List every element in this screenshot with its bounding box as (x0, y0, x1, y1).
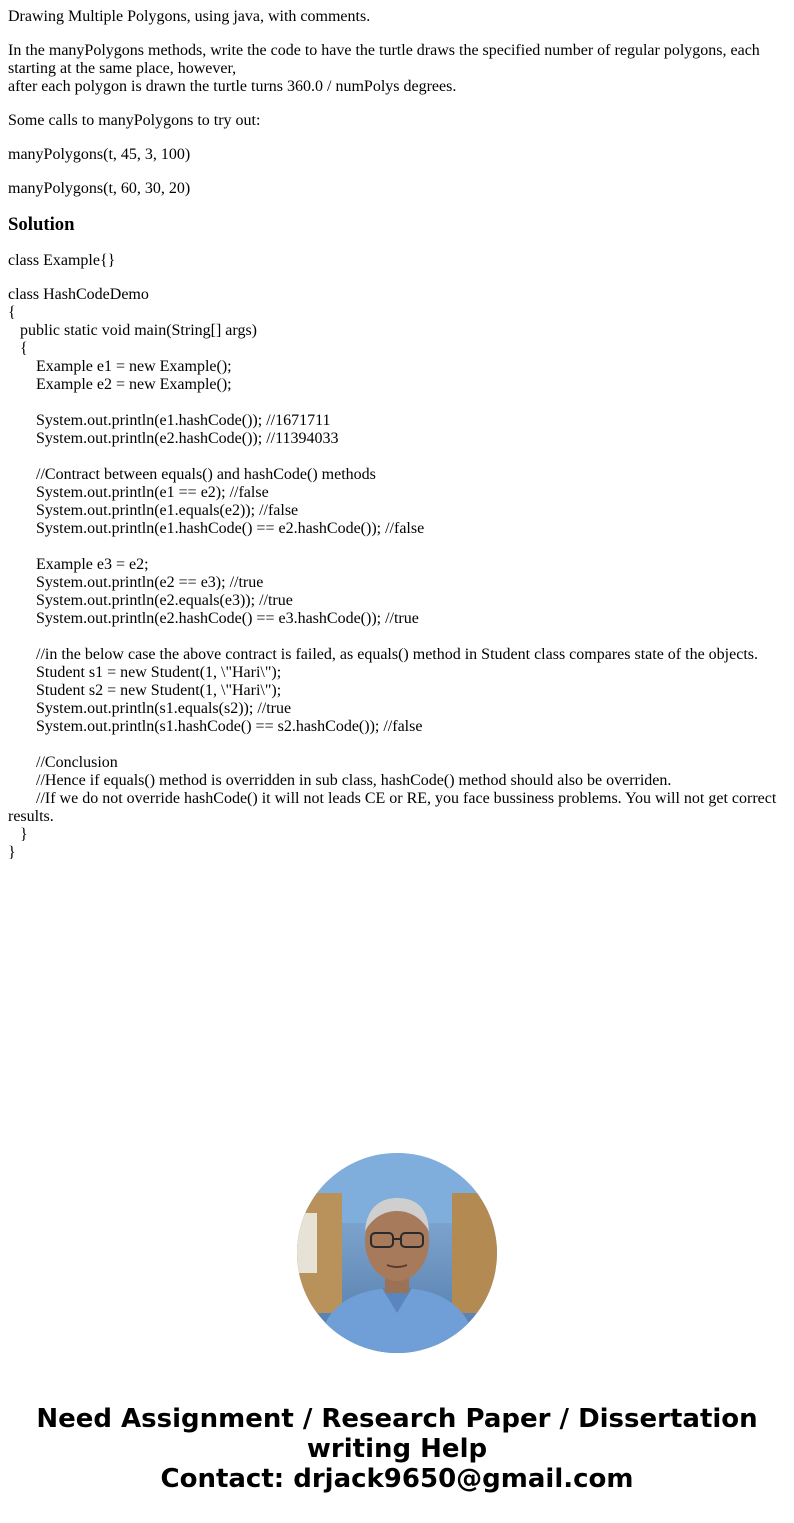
code-line: } (8, 826, 28, 843)
code-line: public static void main(String[] args) (8, 322, 257, 339)
code-line: //Contract between equals() and hashCode() methods (8, 466, 376, 483)
promo-line-1: Need Assignment / Research Paper / Dissertation (36, 1404, 758, 1434)
code-line (8, 628, 786, 646)
code-block-hashcode-demo (8, 286, 786, 862)
solution-heading: Solution (8, 214, 75, 235)
code-line: class Example{} (8, 252, 116, 269)
code-line: Example e1 = new Example(); (8, 358, 232, 375)
example-call-1: manyPolygons(t, 45, 3, 100) (8, 146, 191, 163)
person-photo-icon (297, 1153, 497, 1353)
code-line: Student s2 = new Student(1, \"Hari\"); (8, 682, 282, 699)
code-line: class HashCodeDemo (8, 286, 149, 303)
code-line: System.out.println(s1.equals(s2)); //true (8, 700, 292, 717)
promo-contact: Contact: drjack9650@gmail.com (160, 1464, 634, 1494)
document-body (8, 8, 786, 878)
instructions-line-2: after each polygon is drawn the turtle turns 360.0 / numPolys degrees. (8, 78, 457, 95)
code-line (8, 736, 786, 754)
code-line: System.out.println(e2.hashCode()); //11394033 (8, 430, 339, 447)
code-line: System.out.println(e1.hashCode() == e2.hashCode()); //false (8, 520, 425, 537)
code-line: } (8, 844, 16, 861)
code-line: System.out.println(e2.hashCode() == e3.hashCode()); //true (8, 610, 419, 627)
code-line (8, 394, 786, 412)
code-line: System.out.println(e2.equals(e3)); //true (8, 592, 293, 609)
code-line: //If we do not override hashCode() it will not leads CE or RE, you face bussiness problems. You will not get correct results. (8, 790, 781, 825)
code-line: Student s1 = new Student(1, \"Hari\"); (8, 664, 282, 681)
code-line: System.out.println(e1.equals(e2)); //false (8, 502, 299, 519)
promo-line-2: writing Help (306, 1434, 488, 1464)
code-line: Example e2 = new Example(); (8, 376, 232, 393)
code-line: { (8, 304, 16, 321)
promo-section (0, 1153, 794, 1494)
example-call-2: manyPolygons(t, 60, 30, 20) (8, 180, 191, 197)
code-line: System.out.println(e1.hashCode()); //1671711 (8, 412, 331, 429)
code-line: Example e3 = e2; (8, 556, 149, 573)
code-block-example-class (8, 252, 786, 270)
question-instructions (8, 42, 786, 96)
code-line: { (8, 340, 28, 357)
code-line: //in the below case the above contract is failed, as equals() method in Student class compares state of the objects. (8, 646, 758, 663)
instructions-line-1: In the manyPolygons methods, write the code to have the turtle draws the specified number of regular polygons, each starting at the same place, however, (8, 42, 760, 77)
code-line (8, 448, 786, 466)
code-line: //Hence if equals() method is overridden in sub class, hashCode() method should also be overriden. (8, 772, 672, 789)
code-line: System.out.println(s1.hashCode() == s2.hashCode()); //false (8, 718, 423, 735)
calls-intro: Some calls to manyPolygons to try out: (8, 112, 261, 129)
code-line (8, 538, 786, 556)
code-line: System.out.println(e1 == e2); //false (8, 484, 269, 501)
code-line: //Conclusion (8, 754, 118, 771)
question-title: Drawing Multiple Polygons, using java, with comments. (8, 8, 371, 25)
promo-message (0, 1404, 794, 1494)
code-line: System.out.println(e2 == e3); //true (8, 574, 264, 591)
author-avatar (297, 1153, 497, 1353)
